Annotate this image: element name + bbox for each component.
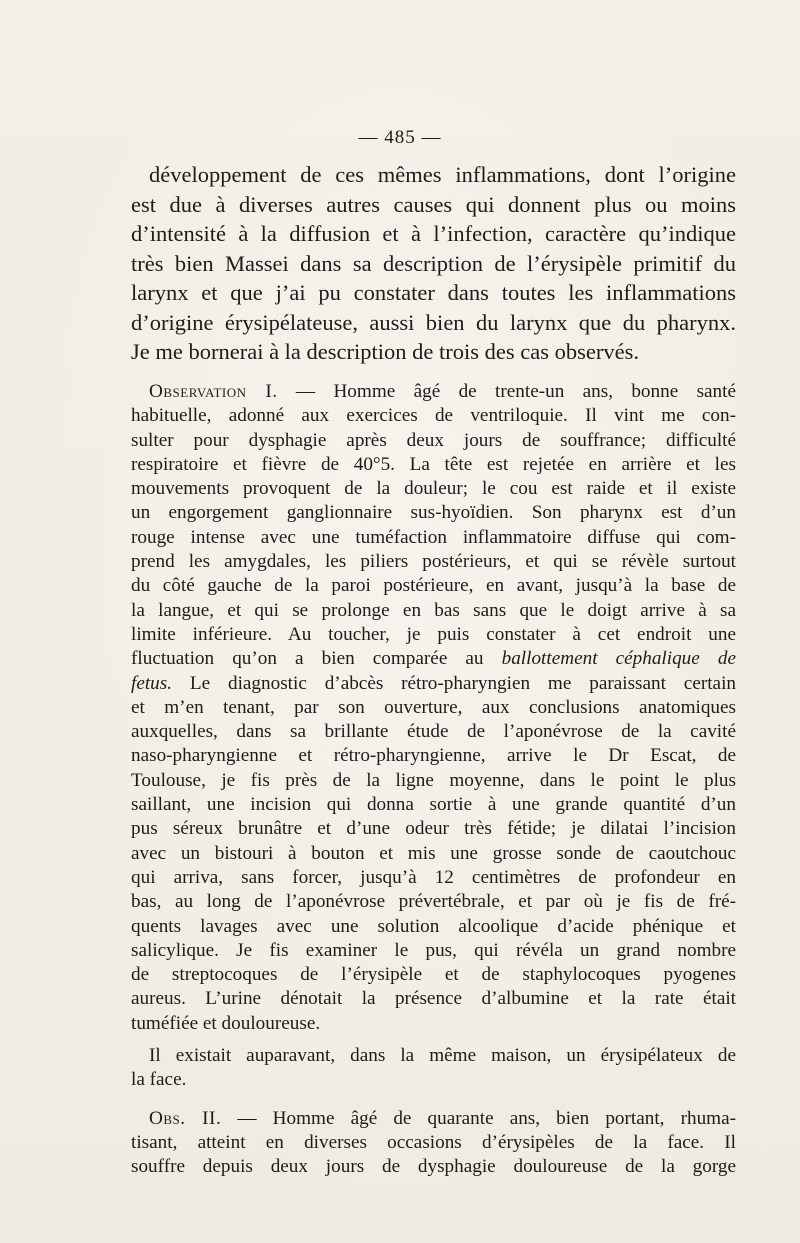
italic-phrase: ballottement céphalique de [501, 648, 736, 670]
text-line: tuméfiée et douloureuse. [131, 1012, 321, 1034]
observation-1-heading: Observation I. [149, 381, 278, 402]
text-line: la face. [131, 1069, 187, 1091]
text-line: larynx et que j’ai pu constater dans toutes les inflammations [131, 280, 736, 305]
text-line: très bien Massei dans sa description de l’érysipèle primitif du [131, 250, 736, 276]
text-line [131, 647, 736, 671]
text-line: naso-pharyngienne et rétro-pharyngienne, arrive le Dr Escat, de [131, 745, 736, 767]
text-line: salicylique. Je fis examiner le pus, qui révéla un grand nombre [131, 939, 736, 961]
text-line: mouvements provoquent de la douleur; le cou est raide et il existe [131, 478, 736, 500]
italic-phrase: fetus. [131, 672, 173, 694]
observation-1-first-line [131, 380, 736, 404]
text-line: rouge intense avec une tuméfaction inflammatoire diffuse qui com- [131, 526, 736, 548]
text-fragment: Le diagnostic d’abcès rétro-pharyngien me paraissant certain [172, 672, 736, 694]
text-line: habituelle, adonné aux exercices de ventriloquie. Il vint me con- [131, 405, 736, 427]
text-line: auxquelles, dans sa brillante étude de l’aponévrose de la cavité [131, 721, 736, 743]
text-line: souffre depuis deux jours de dysphagie douloureuse de la gorge [131, 1156, 736, 1178]
text-line: Toulouse, je fis près de la ligne moyenne, dans le point le plus [131, 769, 736, 791]
text-line: limite inférieure. Au toucher, je puis constater à cet endroit une [131, 623, 736, 645]
text-line: qui arriva, sans forcer, jusqu’à 12 centimètres de profondeur en [131, 866, 736, 888]
observation-2-first-line [131, 1107, 736, 1131]
text-line: avec un bistouri à bouton et mis une grosse sonde de caoutchouc [131, 842, 736, 864]
text-line: sulter pour dysphagie après deux jours de souffrance; difficulté [131, 429, 736, 451]
text-line [131, 672, 736, 696]
observation-1 [131, 380, 736, 1180]
text-line: et m’en tenant, par son ouverture, aux conclusions anatomiques [131, 696, 736, 718]
text-line: d’intensité à la diffusion et à l’infection, caractère qu’indique [131, 221, 736, 246]
text-line: tisant, atteint en diverses occasions d’érysipèles de la face. Il [131, 1131, 736, 1153]
text-line: Je me bornerai à la description de trois des cas observés. [131, 339, 639, 364]
text-line: pus séreux brunâtre et d’une odeur très fétide; je dilatai l’incision [131, 818, 736, 840]
intro-paragraph [131, 160, 736, 367]
text-line: Il existait auparavant, dans la même maison, un érysipélateux de [149, 1045, 736, 1067]
text-fragment: — Homme âgé de quarante ans, bien portant, rhuma- [221, 1107, 736, 1129]
text-line: respiratoire et fièvre de 40°5. La tête est rejetée en arrière et les [131, 453, 736, 475]
paragraph-spacer [131, 1093, 736, 1107]
text-line: développement de ces mêmes inflammations, dont l’origine [149, 162, 736, 187]
text-line: saillant, une incision qui donna sortie à une grande quantité d’un [131, 794, 736, 816]
text-line: de streptocoques de l’érysipèle et de staphylocoques pyogenes [131, 964, 736, 986]
text-line: d’origine érysipélateuse, aussi bien du larynx que du pharynx. [131, 309, 736, 335]
observation-2-heading: Obs. II. [149, 1107, 222, 1129]
text-line: du côté gauche de la paroi postérieure, en avant, jusqu’à la base de [131, 575, 736, 597]
paragraph-spacer [131, 1036, 736, 1044]
text-line: un engorgement ganglionnaire sus-hyoïdien. Son pharynx est d’un [131, 502, 736, 524]
text-line: la langue, et qui se prolonge en bas sans que le doigt arrive à sa [131, 599, 736, 621]
text-fragment: — Homme âgé de trente-un ans, bonne santé [277, 381, 736, 402]
page-number: — 485 — [358, 127, 442, 148]
text-line: bas, au long de l’aponévrose prévertébrale, et par où je fis de fré- [131, 891, 736, 913]
text-line: prend les amygdales, les piliers postérieurs, et qui se révèle surtout [131, 551, 736, 573]
text-fragment: fluctuation qu’on a bien comparée au [131, 648, 502, 670]
text-line: est due à diverses autres causes qui donnent plus ou moins [131, 191, 736, 217]
text-line: aureus. L’urine dénotait la présence d’albumine et la rate était [131, 988, 736, 1010]
text-line: quents lavages avec une solution alcoolique d’acide phénique et [131, 915, 736, 937]
